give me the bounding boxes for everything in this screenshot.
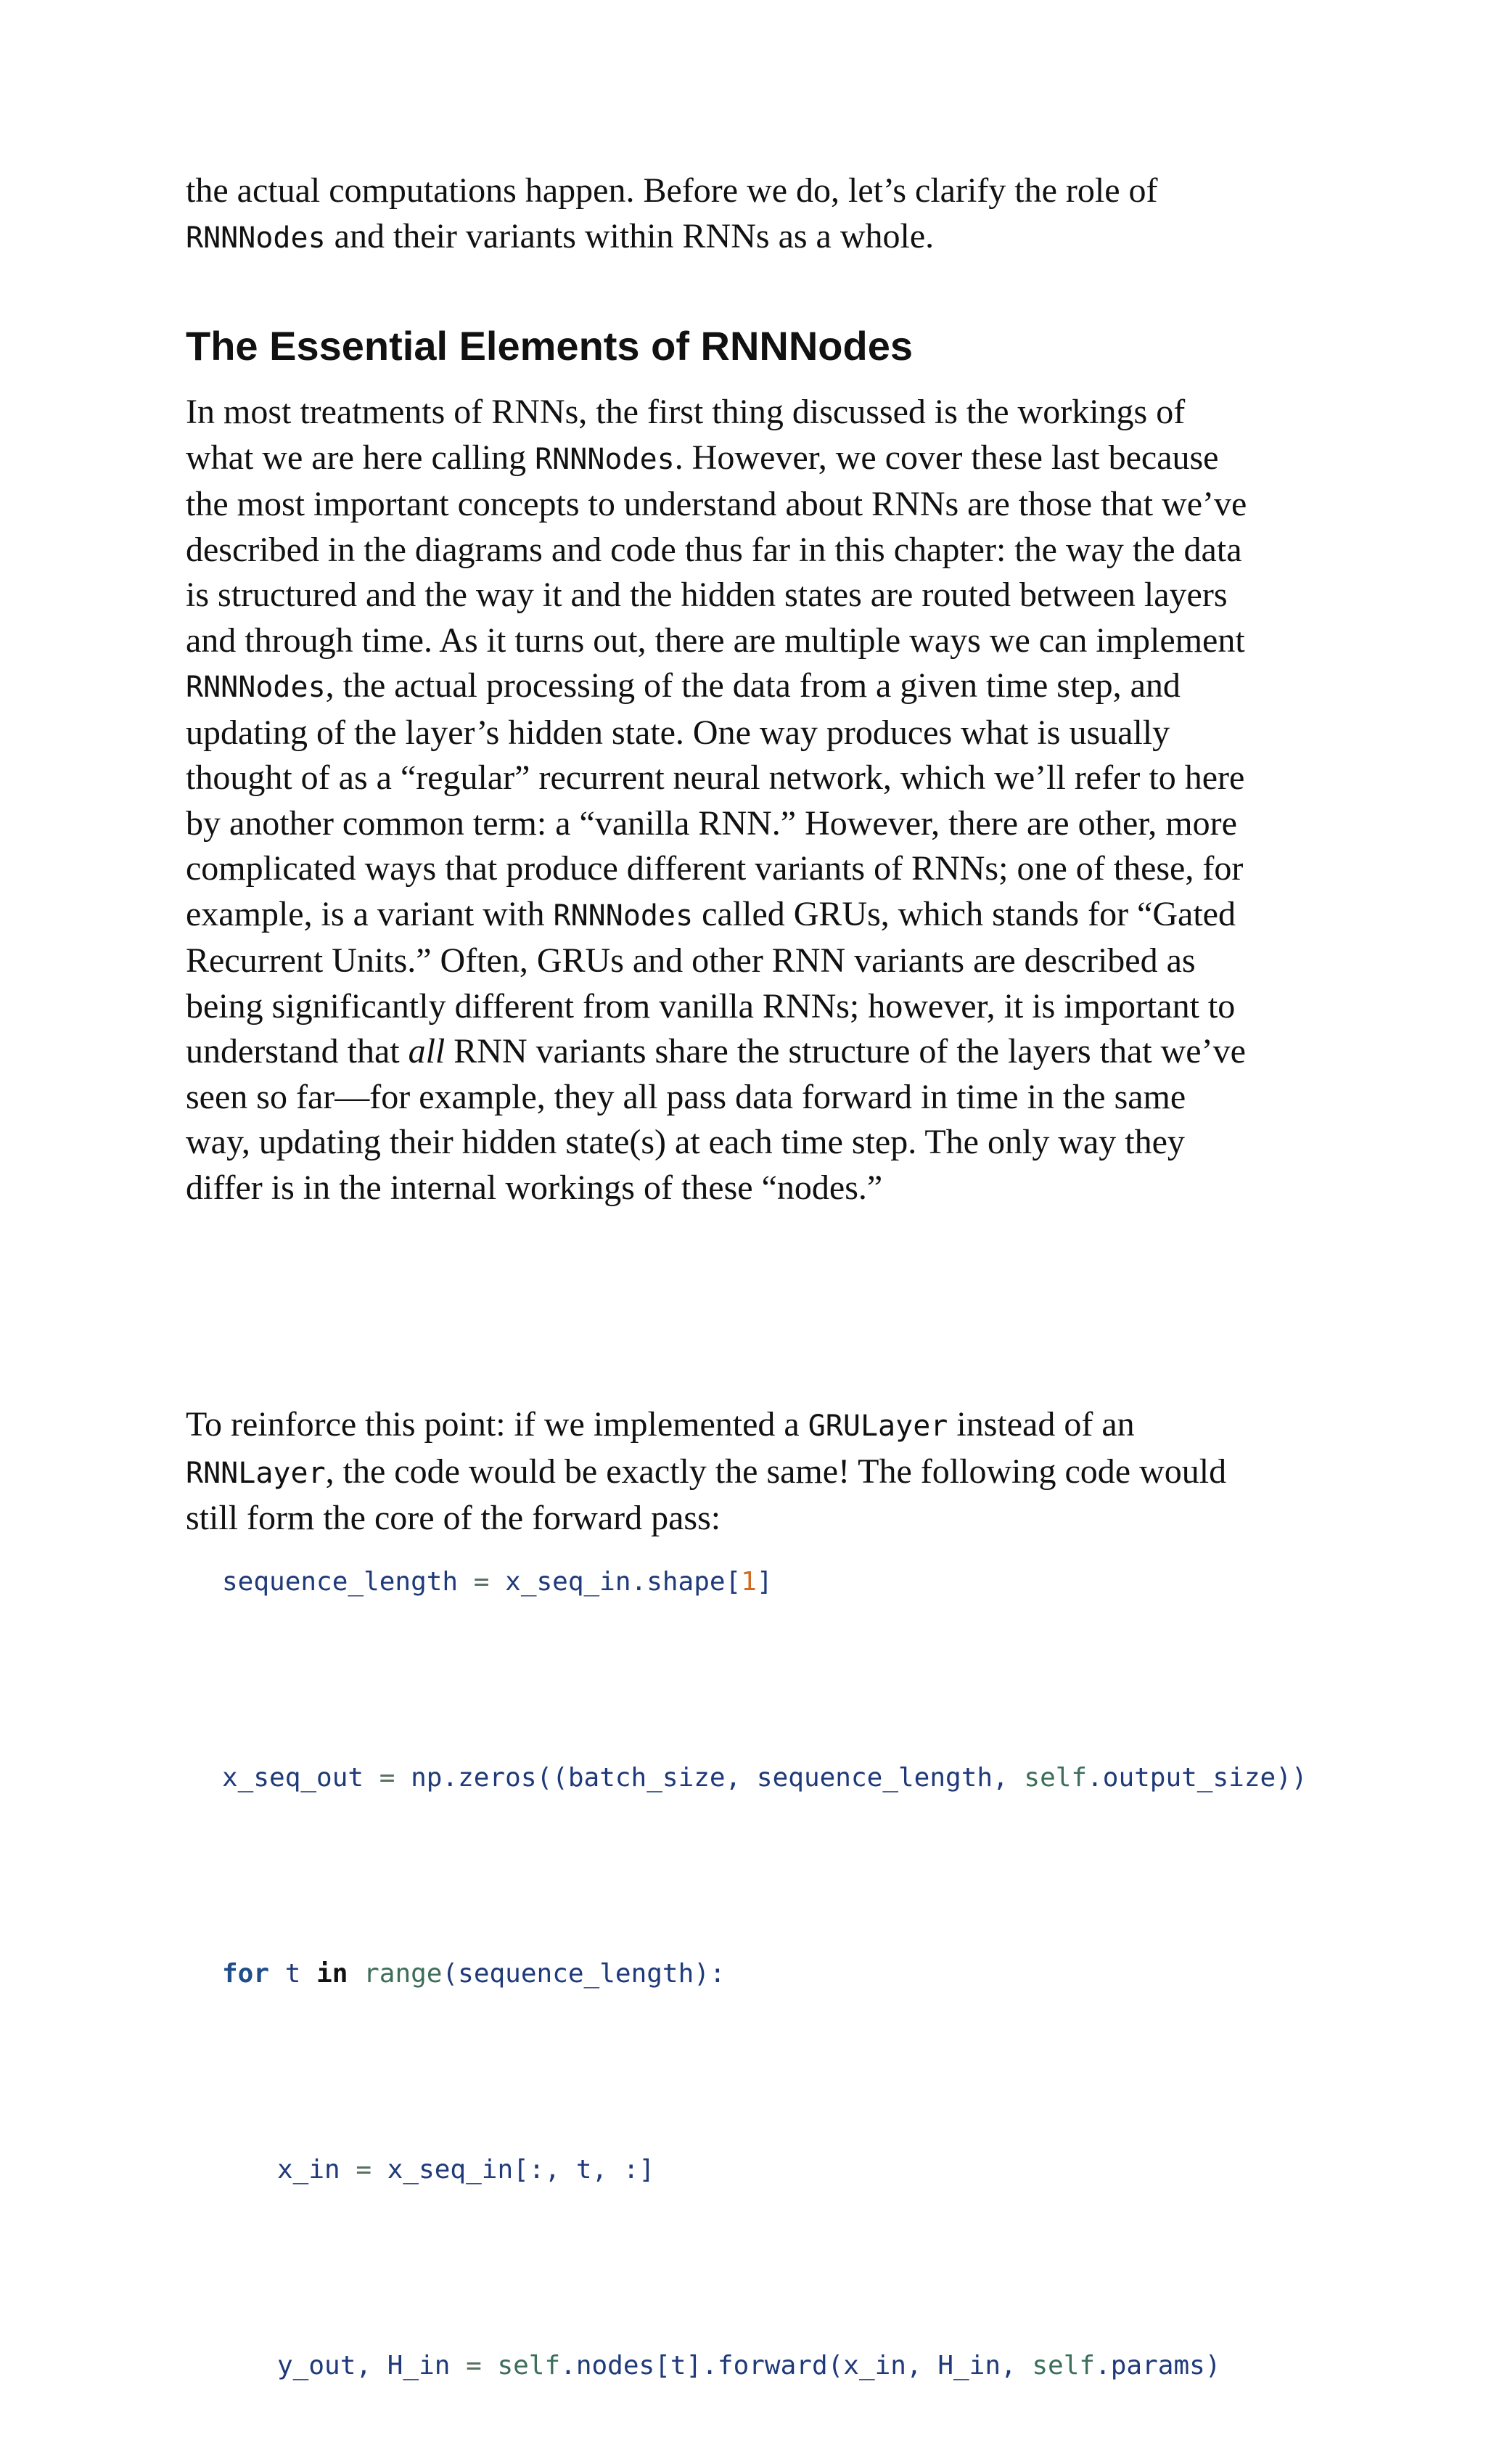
text-line: complicated ways that produce different variants of RNNs; one of these, for [186,849,1244,888]
code-token: = [458,1567,506,1597]
text-line: by another common term: a “vanilla RNN.” However, there are other, more [186,803,1237,843]
text-span: , the actual processing of the data from a given time step, and [325,666,1181,705]
emphasis: all [408,1032,446,1071]
text-line: seen so far—for example, they all pass data forward in time in the same [186,1077,1186,1116]
text-line: the actual computations happen. Before we do, let’s clarify the role of [186,171,1158,210]
text-line [186,663,1247,711]
code-token: self [497,2351,561,2381]
code-token: in [316,1959,348,1989]
inline-code: RNNLayer [186,1456,326,1490]
code-token: = [450,2351,498,2381]
text-span: example, is a variant with [186,894,554,933]
text-line: Recurrent Units.” Often, GRUs and other RNN variants are described as [186,941,1196,980]
paragraph-intro [186,168,1303,261]
text-line [186,1029,1247,1075]
code-token: = [340,2155,387,2185]
text-span: , the code would be exactly the same! The following code would [325,1452,1227,1491]
text-line: differ is in the internal workings of these “nodes.” [186,1168,883,1207]
code-token: = [364,1763,411,1793]
inline-code: RNNNodes [186,671,326,704]
text-line: way, updating their hidden state(s) at each time step. The only way they [186,1123,1185,1161]
code-token: y_out, H_in [277,2351,451,2381]
text-line: being significantly different from vanilla RNNs; however, it is important to [186,986,1236,1026]
code-token: range [364,1959,443,1989]
text-span: called GRUs, which stands for “Gated [693,894,1236,933]
text-span: what we are here calling [186,438,535,477]
code-token [348,1959,364,1989]
text-span: . However, we cover these last because [674,438,1219,477]
code-token: for [222,1959,270,1989]
inline-code: RNNNodes [553,899,694,933]
code-line [222,1745,1308,1811]
text-line [186,214,1303,261]
text-line: In most treatments of RNNs, the first thing discussed is the workings of [186,393,1186,431]
code-token: ] [756,1567,773,1597]
code-token: x_seq_in.shape [505,1567,726,1597]
text-line: thought of as a “regular” recurrent neural network, which we’ll refer to here [186,758,1245,797]
inline-code: GRULayer [808,1409,948,1443]
code-line [222,2333,1308,2399]
code-block [222,1419,1308,2464]
code-token: np.zeros [411,1763,537,1793]
code-token: x_in [277,2155,340,2185]
text-line: the most important concepts to understand about RNNs are those that we’ve [186,485,1247,523]
document-page [186,168,1303,1537]
text-line: updating of the layer’s hidden state. One way produces what is usually [186,713,1170,752]
code-token: ((batch_size, sequence_length, [536,1763,1025,1793]
text-span: understand that [186,1032,409,1071]
code-token: 1 [741,1567,757,1597]
code-line [222,1941,1308,2007]
code-token: .nodes[t].forward(x_in, H_in, [560,2351,1033,2381]
text-span: and their variants within RNNs as a whole. [325,216,935,255]
text-span: instead of an [948,1405,1135,1444]
code-line [222,2137,1308,2203]
code-token: sequence_length [222,1567,459,1597]
code-token: t [269,1959,317,1989]
code-token: self [1032,2351,1096,2381]
code-token: .output_size [1087,1763,1276,1793]
code-token: self [1024,1763,1088,1793]
code-token: .params) [1095,2351,1221,2381]
inline-code: RNNNodes [535,442,675,476]
code-token: [ [725,1567,742,1597]
text-line: is structured and the way it and the hidden states are routed between layers [186,576,1228,614]
text-line: and through time. As it turns out, there are multiple ways we can implement [186,621,1245,660]
code-token: x_seq_out [222,1763,364,1793]
text-line [186,892,1247,939]
code-token: )) [1276,1763,1308,1793]
text-line [186,435,1247,483]
paragraph-body [186,390,1247,1211]
text-line: still form the core of the forward pass: [186,1499,721,1537]
section-heading: The Essential Elements of RNNNodes [186,323,914,369]
code-line [222,1550,1308,1615]
code-token: x_seq_in[:, t, :] [387,2155,655,2185]
code-token: (sequence_length): [442,1959,726,1989]
inline-code: RNNNodes [186,221,326,255]
text-span: To reinforce this point: if we implemented a [186,1405,808,1444]
text-span: RNN variants share the structure of the layers that we’ve [445,1032,1246,1071]
text-line: described in the diagrams and code thus far in this chapter: the way the data [186,530,1242,569]
